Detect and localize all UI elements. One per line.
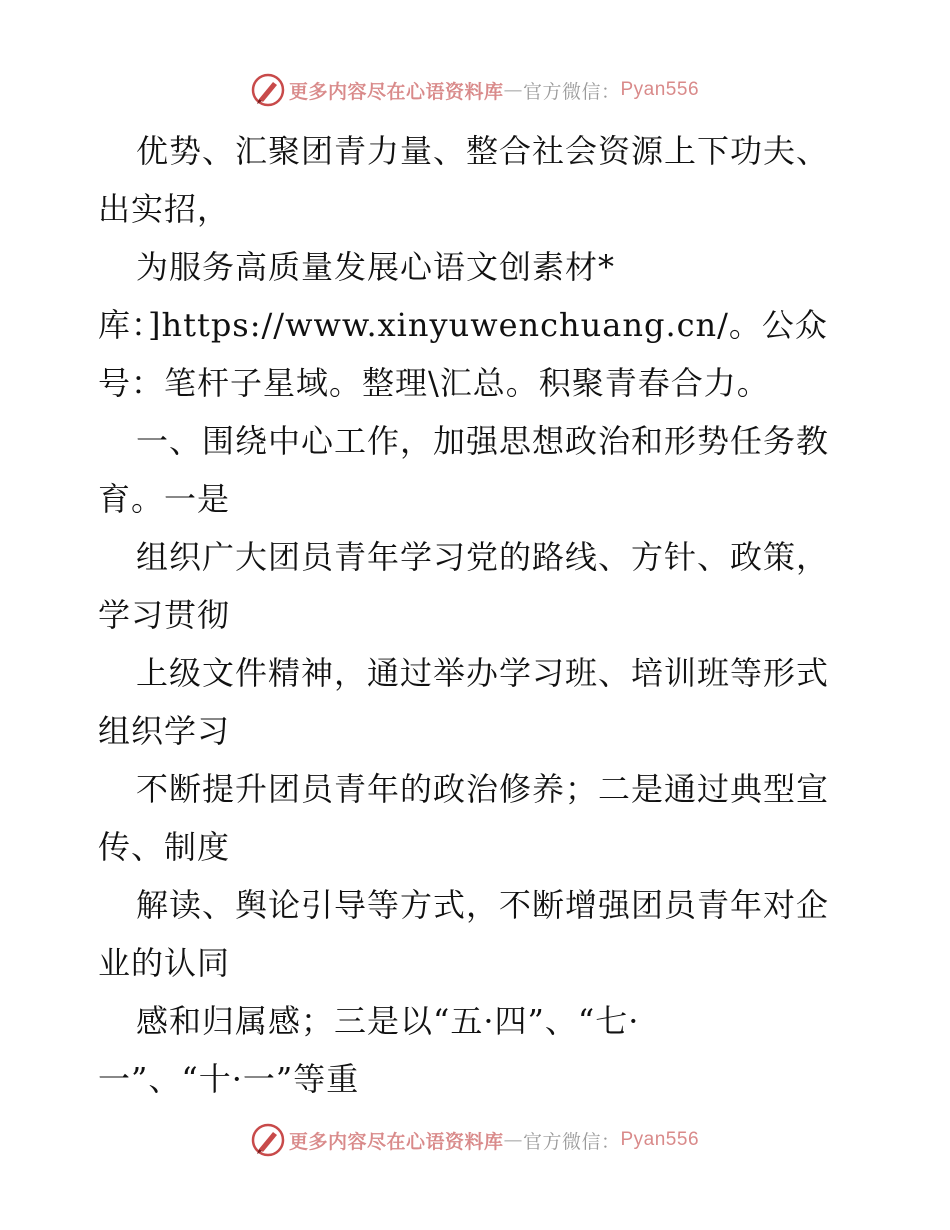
watermark-label: 官方微信：	[522, 80, 621, 103]
pen-logo-icon	[251, 1123, 285, 1157]
text-line: 为服务高质量发展心语文创素材*	[136, 248, 616, 286]
text-line: 组织学习	[98, 712, 231, 750]
watermark-brand: 更多内容尽在心语资料库	[288, 1130, 504, 1153]
watermark-separator: —	[503, 79, 523, 101]
text-line: 一、围绕中心工作，加强思想政治和形势任务教	[136, 422, 830, 460]
text-line: 号：笔杆子星域。整理\汇总。积聚青春合力。	[98, 364, 770, 402]
watermark-wechat-id: Pyan556	[620, 1129, 700, 1150]
text-line: 业的认同	[98, 944, 231, 982]
document-body	[98, 122, 858, 1108]
text-line: 传、制度	[98, 828, 231, 866]
text-line: 学习贯彻	[98, 596, 231, 634]
text-line: 解读、舆论引导等方式，不断增强团员青年对企	[136, 886, 830, 924]
watermark-brand: 更多内容尽在心语资料库	[288, 80, 504, 103]
text-line: 不断提升团员青年的政治修养；二是通过典型宣	[136, 770, 830, 808]
footer-watermark	[0, 1120, 950, 1160]
text-line: 上级文件精神，通过举办学习班、培训班等形式	[136, 654, 830, 692]
watermark-label: 官方微信：	[522, 1130, 621, 1153]
pen-logo-icon	[251, 73, 285, 107]
text-line: 育。一是	[98, 480, 231, 518]
watermark-wechat-id: Pyan556	[620, 79, 700, 100]
text-line: 库：]https://www.xinyuwenchuang.cn/。公众	[98, 306, 828, 344]
header-watermark	[0, 70, 950, 110]
text-line: 感和归属感；三是以“五·四”、“七·	[136, 1002, 640, 1040]
watermark-separator: —	[503, 1129, 523, 1151]
text-line: 出实招，	[98, 190, 231, 228]
text-line: 组织广大团员青年学习党的路线、方针、政策，	[136, 538, 830, 576]
text-line: 优势、汇聚团青力量、整合社会资源上下功夫、	[136, 132, 830, 170]
text-line: 一”、“十·一”等重	[98, 1060, 360, 1098]
